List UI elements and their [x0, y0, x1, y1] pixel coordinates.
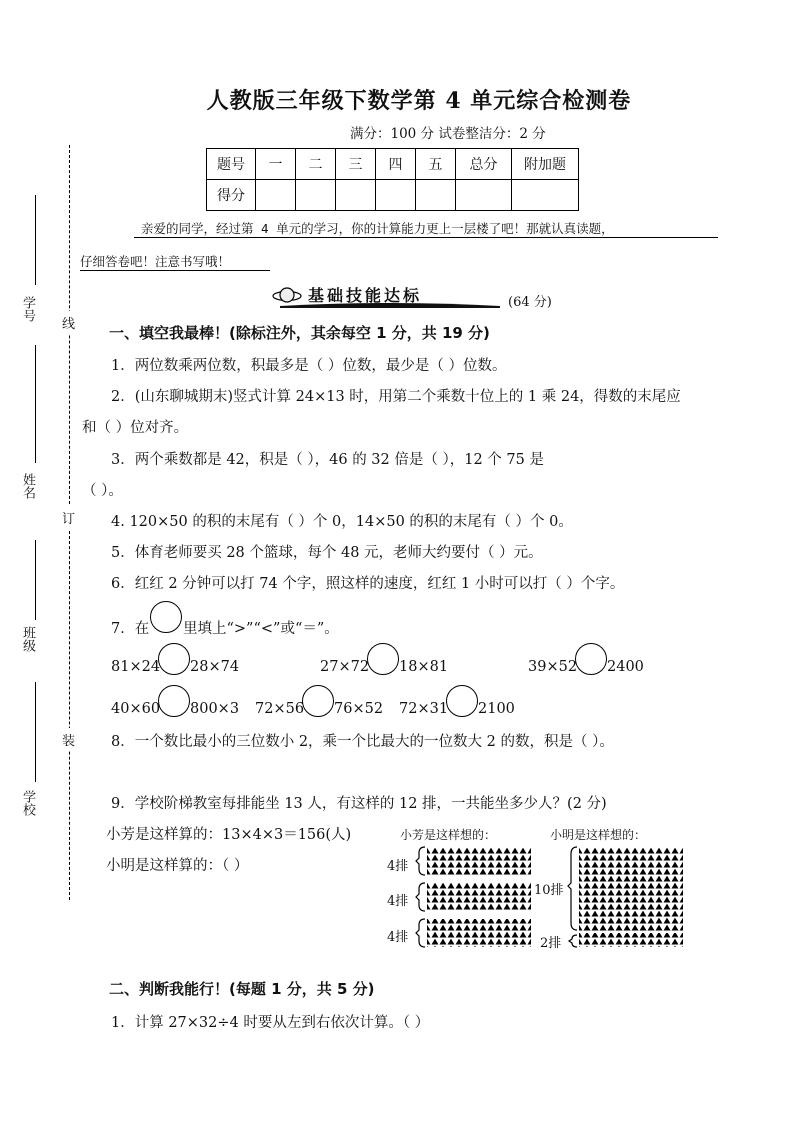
compare-circle[interactable] — [158, 643, 190, 675]
question-5: 5．体育老师要买 28 个篮球，每个 48 元，老师大约要付（ ）元。 — [111, 545, 543, 561]
compare-left: 72×56 — [255, 701, 305, 717]
score-cell: 题号 — [207, 149, 256, 180]
binding-mark-xian: 线 — [62, 311, 75, 334]
section-badge — [272, 284, 552, 310]
question-3b: （ ）。 — [82, 483, 123, 499]
score-cell: 三 — [336, 149, 376, 180]
question-9-xiaoming[interactable]: 小明是这样算的：（ ） — [106, 858, 249, 874]
side-label-banji: 班级 — [20, 626, 35, 652]
compare-circle[interactable] — [367, 643, 399, 675]
xf-caption: 小芳是这样想的： — [400, 828, 497, 842]
part2-heading: 二、判断我能行！(每题 1 分，共 5 分) — [109, 980, 375, 998]
score-cell: 五 — [416, 149, 456, 180]
compare-left: 81×24 — [111, 659, 161, 675]
xm-caption: 小明是这样想的： — [550, 828, 647, 842]
field-line — [35, 195, 36, 285]
section-badge-score: (64 分) — [508, 295, 552, 310]
compare-circle[interactable] — [302, 685, 334, 717]
score-blank[interactable] — [256, 180, 296, 211]
score-cell: 二 — [296, 149, 336, 180]
question-9: 9．学校阶梯教室每排能坐 13 人，有这样的 12 排，一共能坐多少人？(2 分) — [111, 796, 607, 812]
row-label: 10排 — [534, 883, 564, 898]
score-blank[interactable] — [512, 180, 579, 211]
triangle-grid — [383, 826, 695, 954]
question-7-pre: 7．在 — [111, 621, 150, 637]
question-2a: 2．(山东聊城期末)竖式计算 24×13 时，用第二个乘数十位上的 1 乘 24，得数的末尾应 — [111, 389, 681, 405]
field-line — [35, 682, 36, 782]
binding-mark-ding: 订 — [62, 506, 75, 529]
compare-circle[interactable] — [158, 685, 190, 717]
side-label-xingming: 姓名 — [20, 473, 35, 499]
compare-right: 76×52 — [334, 701, 384, 717]
compare-left: 72×31 — [399, 701, 449, 717]
question-1: 1．两位数乘两位数，积最多是（ ）位数，最少是（ ）位数。 — [111, 358, 507, 374]
binding-mark-zhuang: 装 — [62, 728, 75, 751]
score-table — [206, 148, 579, 211]
question-9-xiaofang: 小芳是这样算的：13×4×3＝156(人) — [106, 827, 352, 843]
score-blank[interactable] — [376, 180, 416, 211]
compare-right: 800×3 — [190, 701, 240, 717]
section-badge-label: 基础技能达标 — [308, 286, 423, 305]
score-blank[interactable] — [416, 180, 456, 211]
row-label: 4排 — [387, 859, 409, 874]
question-4: 4. 120×50 的积的末尾有（ ）个 0，14×50 的积的末尾有（ ）个 0。 — [111, 514, 573, 530]
intro-underline — [134, 237, 718, 238]
score-cell: 附加题 — [512, 149, 579, 180]
question-7-post: 里填上“>”“<”或“＝”。 — [183, 621, 339, 637]
compare-left: 39×52 — [528, 659, 578, 675]
row-label: 4排 — [387, 930, 409, 945]
compare-circle-icon — [150, 601, 182, 633]
row-label: 2排 — [540, 936, 562, 951]
part2-question-1: 1．计算 27×32÷4 时要从左到右依次计算。（ ） — [111, 1015, 430, 1031]
compare-right: 18×81 — [399, 659, 449, 675]
score-header-row — [207, 149, 579, 180]
score-blank[interactable] — [336, 180, 376, 211]
question-2b: 和（ ）位对齐。 — [82, 420, 189, 436]
side-label-xuehao: 学号 — [20, 296, 35, 322]
intro-line-1: 亲爱的同学，经过第 4 单元的学习，你的计算能力更上一层楼了吧！那就认真读题， — [141, 221, 614, 236]
score-cell: 一 — [256, 149, 296, 180]
score-value-row — [207, 180, 579, 211]
score-blank[interactable] — [296, 180, 336, 211]
score-cell: 总分 — [456, 149, 512, 180]
score-cell: 四 — [376, 149, 416, 180]
question-8: 8．一个数比最小的三位数小 2，乘一个比最大的一位数大 2 的数，积是（ ）。 — [111, 734, 614, 750]
page-title: 人教版三年级下数学第 4 单元综合检测卷 — [206, 88, 632, 114]
intro-underline — [80, 270, 270, 271]
compare-circle[interactable] — [575, 643, 607, 675]
intro-line-2: 仔细答卷吧！注意书写哦！ — [80, 254, 231, 269]
compare-left: 40×60 — [111, 701, 161, 717]
compare-circle[interactable] — [446, 685, 478, 717]
compare-right: 28×74 — [190, 659, 240, 675]
compare-right: 2400 — [607, 659, 644, 675]
score-blank[interactable] — [456, 180, 512, 211]
question-3a: 3．两个乘数都是 42，积是（ ），46 的 32 倍是（ ），12 个 75 是 — [111, 452, 544, 468]
score-meta: 满分：100 分 试卷整洁分：2 分 — [350, 126, 546, 142]
score-label: 得分 — [207, 180, 256, 211]
side-label-xuexiao: 学校 — [20, 790, 35, 816]
compare-left: 27×72 — [320, 659, 370, 675]
question-6: 6．红红 2 分钟可以打 74 个字，照这样的速度，红红 1 小时可以打（ ）个字。 — [111, 576, 625, 592]
compare-right: 2100 — [478, 701, 515, 717]
seating-figure — [383, 826, 695, 954]
part1-heading: 一、填空我最棒！(除标注外，其余每空 1 分，共 19 分) — [109, 324, 490, 342]
field-line — [35, 345, 36, 463]
field-line — [35, 540, 36, 620]
row-label: 4排 — [387, 894, 409, 909]
